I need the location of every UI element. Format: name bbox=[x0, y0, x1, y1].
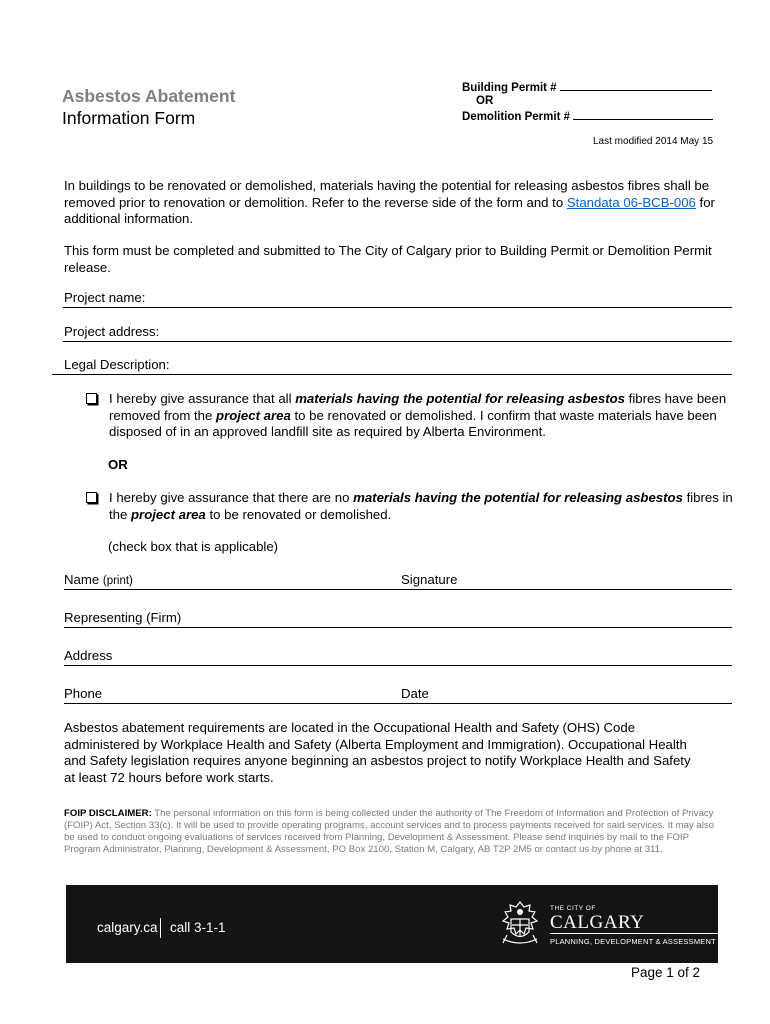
firm-field[interactable] bbox=[64, 610, 732, 625]
phone-date-line[interactable] bbox=[64, 703, 732, 704]
form-title: Asbestos Abatement bbox=[62, 86, 236, 106]
demolition-permit-field bbox=[462, 109, 713, 123]
project-name-field[interactable] bbox=[64, 290, 732, 305]
foip-disclaimer bbox=[64, 808, 722, 856]
logo-calgary: CALGARY bbox=[550, 912, 645, 933]
foip-text: The personal information on this form is being collected under the authority of The Freedom of Information and Protection of Privacy (FOIP) Act, Section 33(c). It will be used to provide operating programs, account services and to process payments received for said services. It may also be used to conduct ongoing evaluations of services received from Planning, Development & Assessment. Please send inquiries by mail to the FOIP Program Administrator, Planning, Development & Assessment, PO Box 2100, Station M, Calgary, AB T2P 2M5 or contact us by phone at 311. bbox=[64, 808, 714, 855]
address-label: Address bbox=[64, 648, 113, 663]
assurance-removed-text: I hereby give assurance that all materials having the potential for releasing asbestos fibres have been removed from the project area to be renovated or demolished. I confirm that waste materials have been disposed of in an approved landfill site as required by Alberta Environment. bbox=[109, 391, 727, 439]
assurance-or-label: OR bbox=[108, 457, 128, 472]
logo-city-of: THE CITY OF bbox=[550, 905, 596, 912]
firm-label: Representing (Firm) bbox=[64, 610, 182, 625]
demolition-permit-label: Demolition Permit # bbox=[462, 111, 570, 123]
intro-text-2: for additional information. bbox=[64, 194, 715, 226]
assurance-none-checkbox[interactable] bbox=[86, 492, 97, 503]
assurance-none-text: I hereby give assurance that there are no materials having the potential for releasing asbestos fibres in the project area to be renovated or demolished. bbox=[109, 490, 733, 522]
checkbox-hint: (check box that is applicable) bbox=[108, 539, 279, 554]
form-subtitle: Information Form bbox=[62, 108, 196, 128]
demolition-permit-input[interactable] bbox=[573, 109, 713, 120]
building-permit-input[interactable] bbox=[560, 80, 712, 91]
logo-rule bbox=[550, 933, 718, 934]
date-label: Date bbox=[401, 686, 429, 701]
requirements-paragraph: Asbestos abatement requirements are located in the Occupational Health and Safety (OHS) Code administered by Workplace Health and Safety (Alberta Employment and Immigration). Occupational Health and Safety legislation requires anyone beginning an asbestos project to notify Workplace Health and Safety at least 72 hours before work starts. bbox=[64, 720, 691, 785]
legal-description-label: Legal Description: bbox=[64, 357, 170, 372]
legal-description-field[interactable] bbox=[64, 357, 732, 372]
page-number: Page 1 of 2 bbox=[631, 965, 701, 980]
signature-label: Signature bbox=[401, 572, 458, 587]
phone-date-row bbox=[64, 686, 732, 701]
building-permit-field bbox=[462, 80, 712, 94]
assurance-removed-checkbox[interactable] bbox=[86, 393, 97, 404]
name-signature-row bbox=[64, 572, 732, 587]
phone-label: Phone bbox=[64, 686, 103, 701]
call-311: call 3-1-1 bbox=[170, 920, 226, 935]
intro-text-1: In buildings to be renovated or demolished, materials having the potential for releasing asbestos fibres shall be removed prior to renovation or demolition. Refer to the reverse side of the form and to bbox=[64, 178, 710, 210]
foip-label: FOIP DISCLAIMER: bbox=[64, 808, 152, 819]
project-address-label: Project address: bbox=[64, 324, 160, 339]
building-permit-label: Building Permit # bbox=[462, 82, 557, 94]
submission-paragraph: This form must be completed and submitted to The City of Calgary prior to Building Permit or Demolition Permit release. bbox=[64, 243, 712, 275]
footer-bar bbox=[66, 885, 718, 963]
address-field[interactable] bbox=[64, 648, 732, 663]
name-label: Name (print) bbox=[64, 572, 133, 587]
assurance-option-none bbox=[86, 490, 733, 524]
logo-department: PLANNING, DEVELOPMENT & ASSESSMENT bbox=[550, 937, 716, 946]
project-address-field[interactable] bbox=[64, 324, 732, 339]
standata-link[interactable]: Standata 06-BCB-006 bbox=[566, 194, 696, 210]
website-link[interactable]: calgary.ca bbox=[97, 920, 158, 935]
permit-or-label: OR bbox=[476, 95, 494, 107]
name-signature-line[interactable] bbox=[64, 589, 732, 590]
intro-paragraph bbox=[64, 178, 732, 228]
assurance-option-removed bbox=[86, 391, 726, 441]
footer-divider bbox=[160, 918, 161, 938]
last-modified: Last modified 2014 May 15 bbox=[593, 136, 714, 147]
city-crest-icon bbox=[497, 899, 543, 954]
project-name-label: Project name: bbox=[64, 290, 146, 305]
